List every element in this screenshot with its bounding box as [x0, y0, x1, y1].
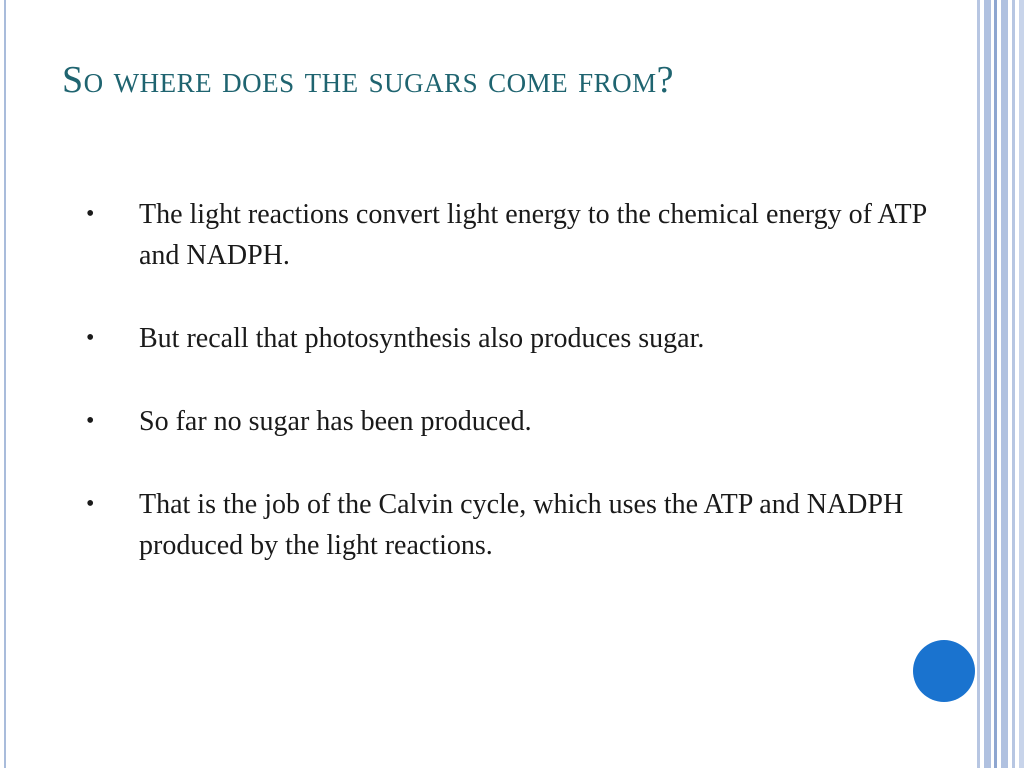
bullet-text: So far no sugar has been produced.	[139, 406, 532, 437]
bullet-item	[86, 401, 946, 442]
bullet-icon: •	[86, 201, 95, 227]
decorative-stripe	[1019, 0, 1024, 768]
bullet-item	[86, 194, 946, 276]
decorative-stripe	[1001, 0, 1008, 768]
bullet-item	[86, 318, 946, 359]
bullet-text: But recall that photosynthesis also produces sugar.	[139, 323, 705, 354]
bullet-text: The light reactions convert light energy to the chemical energy of ATP and NADPH.	[139, 199, 927, 271]
decorative-circle-icon	[913, 640, 975, 702]
slide-title: So where does the sugars come from?	[62, 59, 675, 101]
decorative-stripe	[984, 0, 991, 768]
decorative-stripe	[977, 0, 980, 768]
bullet-list	[86, 194, 946, 608]
left-border-line	[4, 0, 6, 768]
bullet-icon: •	[86, 325, 95, 351]
decorative-stripe	[994, 0, 997, 768]
decorative-stripe	[1012, 0, 1015, 768]
bullet-icon: •	[86, 408, 95, 434]
bullet-text: That is the job of the Calvin cycle, which uses the ATP and NADPH produced by the light reactions.	[139, 489, 904, 561]
bullet-item	[86, 484, 946, 566]
bullet-icon: •	[86, 491, 95, 517]
